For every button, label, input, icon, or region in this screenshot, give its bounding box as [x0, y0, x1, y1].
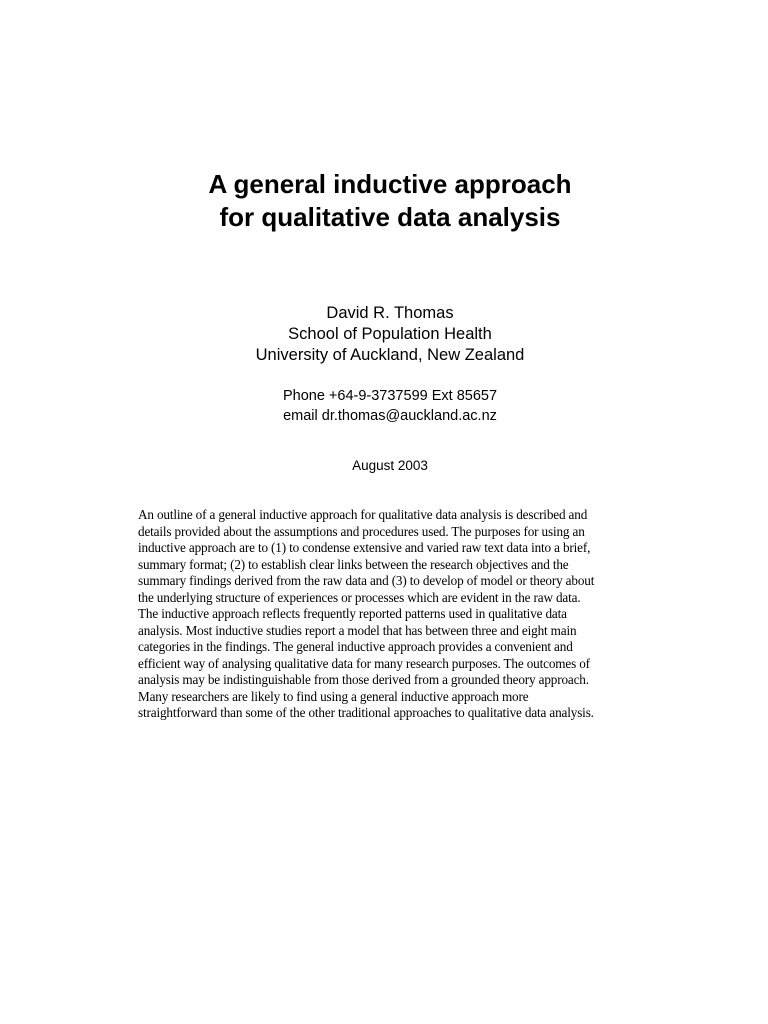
abstract-line: straightforward than some of the other traditional approaches to qualitative data analysis. — [138, 705, 594, 720]
contact-email: email dr.thomas@auckland.ac.nz — [283, 408, 497, 424]
author-block — [0, 303, 768, 366]
abstract-line: The inductive approach reflects frequently reported patterns used in qualitative data — [138, 606, 567, 621]
author-name: David R. Thomas — [326, 304, 454, 322]
abstract-line: An outline of a general inductive approach for qualitative data analysis is described and — [138, 507, 588, 522]
title-line-1: A general inductive approach — [208, 169, 572, 199]
abstract-line: inductive approach are to (1) to condense extensive and varied raw text data into a brief, — [138, 540, 591, 555]
abstract-line: Many researchers are likely to find using a general inductive approach more — [138, 688, 529, 704]
abstract-line: summary format; (2) to establish clear links between the research objectives and the — [138, 556, 569, 572]
abstract-line: summary findings derived from the raw data and (3) to develop of model or theory about — [138, 573, 595, 588]
contact-phone: Phone +64-9-3737599 Ext 85657 — [282, 388, 498, 404]
abstract-line: details provided about the assumptions and procedures used. The purposes for using an — [138, 523, 585, 539]
abstract-line: efficient way of analysing qualitative data for many research purposes. The outcomes of — [138, 655, 590, 671]
abstract-line: categories in the findings. The general inductive approach provides a convenient and — [138, 639, 573, 654]
publication-date: August 2003 — [352, 458, 428, 473]
abstract-line: the underlying structure of experiences or processes which are evident in the raw data. — [138, 589, 581, 605]
paper-title — [0, 168, 768, 234]
abstract-line: analysis may be indistinguishable from those derived from a grounded theory approach. — [138, 672, 589, 687]
contact-block — [0, 386, 768, 426]
author-department: School of Population Health — [288, 325, 492, 343]
author-university: University of Auckland, New Zealand — [255, 346, 525, 364]
abstract-line: analysis. Most inductive studies report a model that has between three and eight main — [138, 622, 577, 638]
title-line-2: for qualitative data analysis — [219, 202, 561, 232]
abstract — [138, 507, 643, 722]
